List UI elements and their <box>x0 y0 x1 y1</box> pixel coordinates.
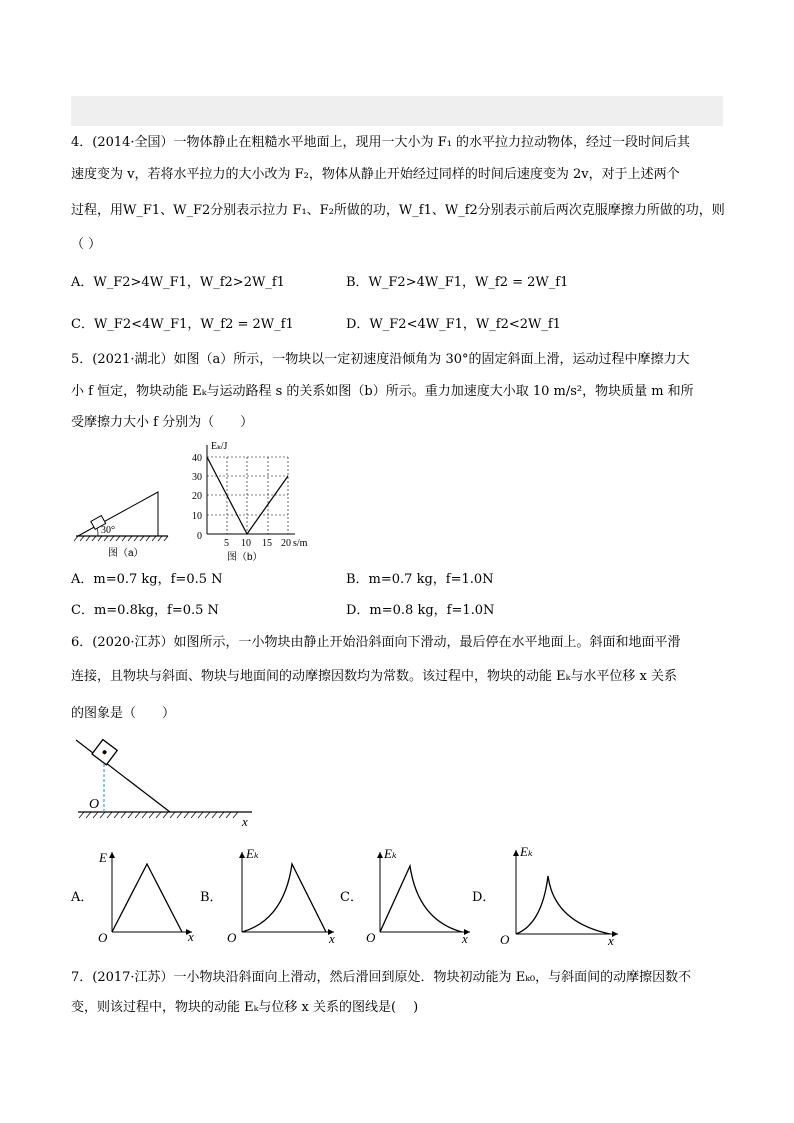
q6-graph-c-origin: O <box>366 930 376 944</box>
q6-graph-c-curve <box>380 866 462 932</box>
q5-x-axis-label: s/m <box>293 538 308 549</box>
q6-graph-b-ylabel: Eₖ <box>246 846 259 861</box>
q6-graph-b-origin: O <box>227 930 237 944</box>
q6-origin-label: O <box>89 797 100 812</box>
q6-graph-b-xlabel: x <box>329 931 335 944</box>
q6-graph-c-xlabel: x <box>462 931 468 944</box>
q5-line-2: 小 f 恒定，物块动能 Eₖ与运动路程 s 的关系如图（b）所示。重力加速度大小取 10 m/s²，物块质量 m 和所 <box>71 384 694 399</box>
q6-graph-d <box>498 840 623 946</box>
q6-graph-label-d: D． <box>472 890 496 905</box>
q5-ytick-0: 0 <box>197 531 202 542</box>
q5-line-3: 受摩擦力大小 f 分别为（ ） <box>71 415 254 430</box>
q6-scene-figure <box>72 734 262 829</box>
q5-ytick-20: 20 <box>192 491 202 502</box>
q5-xtick-20: 20 <box>281 538 291 549</box>
q6-graph-a-xlabel: x <box>188 929 194 944</box>
q6-graph-label-c: C． <box>340 890 363 905</box>
q7-line-1: 7．(2017·江苏）一小物块沿斜面向上滑动，然后滑回到原处．物块初动能为 Eₖ₀，与斜面间的动摩擦因数不 <box>71 970 692 985</box>
q5-ytick-10: 10 <box>192 511 202 522</box>
q5-figure-b <box>185 437 315 562</box>
q4-option-d: D．W_F2<4W_F1，W_f2<2W_f1 <box>346 317 561 332</box>
q5-option-b: B．m=0.7 kg，f=1.0N <box>346 572 494 587</box>
q5-figure-a-caption: 图（a） <box>108 548 144 559</box>
q5-xtick-15: 15 <box>262 538 272 549</box>
q5-y-axis-label: Eₖ/J <box>211 441 228 452</box>
q6-line-3: 的图象是（ ） <box>71 706 176 721</box>
q5-ytick-40: 40 <box>192 453 202 464</box>
q6-graph-d-curve <box>516 876 610 934</box>
q4-option-c: C．W_F2<4W_F1，W_f2 = 2W_f1 <box>71 317 294 332</box>
q5-line-1: 5．(2021·湖北）如图（a）所示，一物块以一定初速度沿倾角为 30°的固定斜面上滑，运动过程中摩擦力大 <box>71 352 690 367</box>
q6-graph-c <box>362 842 477 944</box>
q6-graph-d-ylabel: Eₖ <box>520 844 533 859</box>
q4-line-1: 4．(2014·全国）一物体静止在粗糙水平地面上，现用一大小为 F₁ 的水平拉力拉动物体，经过一段时间后其 <box>71 135 691 150</box>
q6-line-1: 6．(2020·江苏）如图所示，一小物块由静止开始沿斜面向下滑动，最后停在水平地面上。斜面和地面平滑 <box>71 635 681 650</box>
q6-x-label: x <box>242 814 248 829</box>
q6-graph-d-xlabel: x <box>608 933 614 946</box>
q6-graph-a <box>92 842 202 944</box>
q6-graph-a-curve <box>112 864 182 932</box>
q5-option-c: C．m=0.8kg，f=0.5 N <box>71 603 219 618</box>
q6-block <box>92 740 117 765</box>
q5-ytick-30: 30 <box>192 472 202 483</box>
q6-graph-b-curve <box>242 864 326 932</box>
q5-xtick-5: 5 <box>224 538 229 549</box>
q6-graph-d-origin: O <box>500 932 510 946</box>
q5-figure-b-caption: 图（b） <box>227 552 263 562</box>
q5-figure-a <box>72 470 172 560</box>
q6-graph-label-a: A． <box>71 890 94 905</box>
q6-graph-c-ylabel: Eₖ <box>384 846 397 861</box>
q4-line-4: （ ） <box>71 237 102 252</box>
q6-graph-b <box>222 842 342 944</box>
q6-graph-a-origin: O <box>98 930 108 944</box>
q5-angle-label: 30° <box>101 525 115 536</box>
q4-line-2: 速度变为 v，若将水平拉力的大小改为 F₂，物体从静止开始经过同样的时间后速度变为 2v，对于上述两个 <box>71 167 680 182</box>
q6-graph-a-ylabel: E <box>99 850 107 865</box>
q5-xtick-10: 10 <box>241 538 251 549</box>
q5-ek-curve <box>207 457 288 534</box>
q6-line-2: 连接，且物块与斜面、物块与地面间的动摩擦因数均为常数。该过程中，物块的动能 Eₖ与水平位移 x 关系 <box>71 669 677 684</box>
q4-line-3: 过程，用W_F1、W_F2分别表示拉力 F₁、F₂所做的功，W_f1、W_f2分别表示前后两次克服摩擦力所做的功，则 <box>71 203 725 218</box>
q6-graph-label-b: B． <box>200 890 223 905</box>
q4-option-a: A．W_F2>4W_F1，W_f2>2W_f1 <box>71 275 285 290</box>
page-header-bar <box>71 96 723 126</box>
q4-option-b: B．W_F2>4W_F1，W_f2 = 2W_f1 <box>346 275 569 290</box>
q7-line-2: 变，则该过程中，物块的动能 Eₖ与位移 x 关系的图线是( ) <box>71 1000 419 1015</box>
q5-option-a: A．m=0.7 kg，f=0.5 N <box>71 572 223 587</box>
q5-option-d: D．m=0.8 kg，f=1.0N <box>346 603 495 618</box>
